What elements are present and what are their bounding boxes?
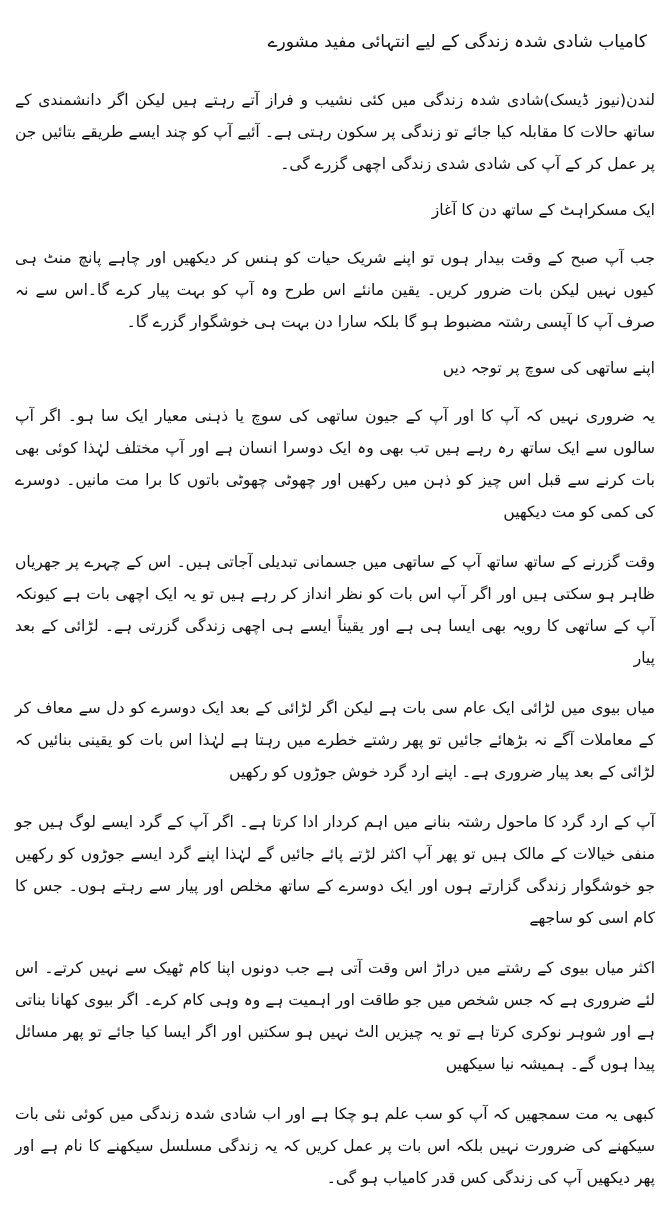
paragraph-aging: وقت گزرنے کے ساتھ ساتھ آپ کے ساتھی میں جسمانی تبدیلی آجاتی ہیں۔ اس کے چہرے پر جھریاں ظاہر ہو سکتی ہیں اور اگر آپ اس بات کو نظر انداز کر رہے ہیں تو یہ ایک اچھی بات ہے کیونکہ آپ کے ساتھی کا رویہ بھی ایسا ہی ہے اور یقیناً ایسے ہی اچھی زندگی گزرتی ہے۔ لڑائی کے بعد پیار xyxy=(15,553,655,667)
paragraph-roles: اکثر میاں بیوی کے رشتے میں دراڑ اس وقت آتی ہے جب دونوں اپنا کام ٹھیک سے نہیں کرتے۔ اس لئے ضروری ہے کہ جس شخص میں جو طاقت اور اہمیت ہے وہ وہی کام کرے۔ اگر بیوی کھانا بناتی ہے اور شوہر نوکری کرتا ہے تو یہ چیزیں الٹ نہیں ہو سکتیں اور اگر ایسا کیا جائے تو پھر مسائل پیدا ہوں گے۔ ہمیشہ نیا سیکھیں xyxy=(15,959,655,1073)
paragraph-love-after-fight: میاں بیوی میں لڑائی ایک عام سی بات ہے لیکن اگر لڑائی کے بعد ایک دوسرے کو دل سے معاف کر کے معاملات آگے نہ بڑھائے جائیں تو پھر رشتے خطرے میں رہتا ہے لہٰذا اس بات کو یقینی بنائیں کہ لڑائی کے بعد پیار ضروری ہے۔ اپنے ارد گرد خوش جوڑوں کو رکھیں xyxy=(15,699,655,781)
paragraph-smile: جب آپ صبح کے وقت بیدار ہوں تو اپنے شریک حیات کو ہنس کر دیکھیں اور چاہے پانچ منٹ ہی کیوں نہیں لیکن بات ضرور کریں۔ یقین مانئے اس طرح وہ آپ کو بہت پیار کرے گا۔اس سے نہ صرف آپ کا آپسی رشتہ مضبوط ہو گا بلکہ سارا دن بہت ہی خوشگوار گزرے گا۔ xyxy=(15,249,655,331)
article-title: کامیاب شادی شدہ زندگی کے لیے انتہائی مفید مشورے xyxy=(267,32,647,52)
paragraph-happy-couples: آپ کے ارد گرد کا ماحول رشتہ بنانے میں اہم کردار ادا کرتا ہے۔ اگر آپ کے گرد ایسے لوگ ہیں جو منفی خیالات کے مالک ہیں تو پھر آپ اکثر لڑتے پائے جائیں گے لہٰذا اپنے گرد ایسے جوڑوں کو رکھیں جو خوشگوار زندگی گزارتے ہوں اور ایک دوسرے کے ساتھ مخلص اور پیار سے رہتے ہوں۔ جس کا کام اسی کو ساجھے xyxy=(15,813,655,927)
paragraph-always-learn: کبھی یہ مت سمجھیں کہ آپ کو سب علم ہو چکا ہے اور اب شادی شدہ زندگی میں کوئی نئی بات سیکھنے کی ضرورت نہیں بلکہ اس بات پر عمل کریں کہ یہ زندگی مسلسل سیکھنے کا نام ہے اور پھر دیکھیں آپ کی زندگی کس قدر کامیاب ہو گی۔ xyxy=(15,1105,655,1187)
intro-paragraph: لندن(نیوز ڈیسک)شادی شدہ زندگی میں کئی نشیب و فراز آتے رہتے ہیں لیکن اگر دانشمندی کے ساتھ حالات کا مقابلہ کیا جائے تو زندگی پر سکون رہتی ہے۔ آئیے آپ کو چند ایسے طریقے بتائیں جن پر عمل کر کے آپ کی شادی شدی زندگی اچھی گزرے گی۔ xyxy=(15,91,655,173)
article xyxy=(15,0,655,1194)
section-heading-partner-thinking: اپنے ساتھی کی سوچ پر توجہ دیں xyxy=(442,359,655,377)
paragraph-partner-thinking: یہ ضروری نہیں کہ آپ کا اور آپ کے جیون ساتھی کی سوچ یا ذہنی معیار ایک سا ہو۔ اگر آپ سالوں سے ایک ساتھ رہ رہے ہیں تب بھی وہ ایک دوسرا انسان ہے اور آپ مختلف لہٰذا کوئی بھی بات کرنے سے قبل اس چیز کو ذہن میں رکھیں اور چھوٹی چھوٹی باتوں کا برا مت مانیں۔ دوسرے کی کمی کو مت دیکھیں xyxy=(15,407,655,521)
section-heading-smile: ایک مسکراہٹ کے ساتھ دن کا آغاز xyxy=(431,201,655,219)
